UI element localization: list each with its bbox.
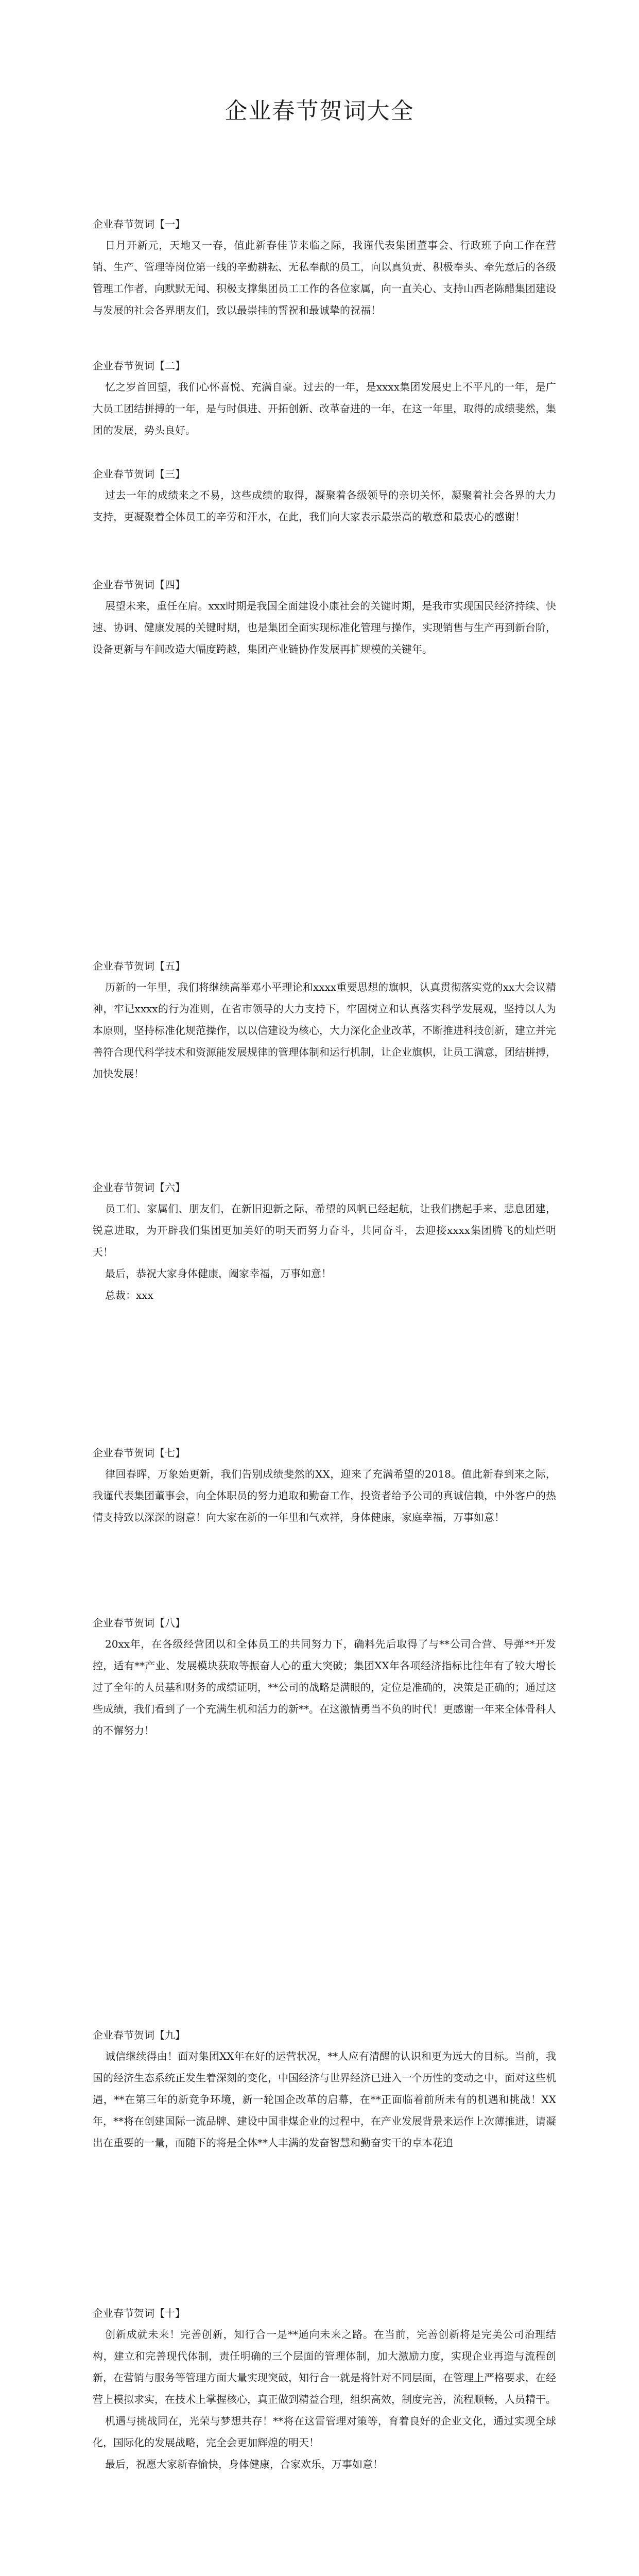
greeting-section-5 — [93, 956, 556, 1084]
section-heading: 企业春节贺词【一】 — [93, 218, 185, 230]
section-heading: 企业春节贺词【八】 — [93, 1617, 185, 1629]
greeting-section-9 — [93, 2025, 556, 2154]
page-title: 企业春节贺词大全 — [224, 98, 415, 125]
section-paragraph: 诚信继续得由！面对集团XX年在好的运营状况，**人应有清醒的认识和更为远大的目标。当前，我国的经济生态系统正发生着深刻的变化，中国经济与世界经济已进入一个历性的变动之中，面对这些机遇，**在第三年的新竞争环境，新一轮国企改革的启幕，在**正面临着前所未有的机遇和挑战！XX年，**将在创建国际一流品牌、建设中国非煤企业的过程中，在产业发展背景来运作上次薄推进，请凝出在重要的一量，而随下的将是全体**人丰满的发奋智慧和勤奋实干的卓本花追 — [93, 2050, 556, 2149]
section-heading: 企业春节贺词【二】 — [93, 360, 185, 372]
section-heading: 企业春节贺词【五】 — [93, 960, 185, 972]
greeting-section-4 — [93, 574, 556, 660]
closing-blessing: 最后，恭祝大家身体健康，阖家幸福，万事如意！ — [105, 1267, 332, 1280]
section-heading: 企业春节贺词【三】 — [93, 468, 185, 480]
section-heading: 企业春节贺词【十】 — [93, 2307, 185, 2319]
section-heading: 企业春节贺词【六】 — [93, 1181, 185, 1194]
section-paragraph: 员工们、家属们、朋友们，在新旧迎新之际，希望的风帆已经起航，让我们携起手来，悲息团建，锐意进取，为开辟我们集团更加美好的明天而努力奋斗，共同奋斗，去迎接xxxx集团腾飞的灿烂明天！ — [93, 1202, 556, 1258]
section-heading: 企业春节贺词【九】 — [93, 2029, 185, 2041]
section-paragraph: 过去一年的成绩来之不易，这些成绩的取得，凝聚着各级领导的亲切关怀，凝聚着社会各界的大力支持，更凝聚着全体员工的辛劳和汗水，在此，我们向大家表示最崇高的敬意和最衷心的感谢！ — [93, 489, 556, 523]
section-paragraph: 创新成就未来！完善创新，知行合一是**通向未来之路。在当前，完善创新将是完美公司治理结构，建立和完善现代体制，责任明确的三个层面的管理体制，加大激励力度，实现企业再造与流程创新，在营销与服务等管理方面大量实现突破，知行合一就是将针对不同层面，在管理上严格要求，在经营上模拟求实，在技术上掌握核心，真正做到精益合理，组织高效，制度完善，流程顺畅，人员精干。 — [93, 2328, 556, 2405]
greeting-section-1 — [93, 214, 556, 321]
greeting-section-8 — [93, 1613, 556, 1741]
greeting-section-3 — [93, 464, 556, 528]
section-paragraph: 展望未来，重任在肩。xxx时期是我国全面建设小康社会的关键时期，是我市实现国民经济持续、快速、协调、健康发展的关键时期，也是集团全面实现标准化管理与操作，实现销售与生产再到新台阶，设备更新与车间改造大幅度跨越，集团产业链协作发展再扩规模的关键年。 — [93, 600, 556, 655]
section-heading: 企业春节贺词【七】 — [93, 1447, 185, 1459]
section-paragraph: 律回春晖，万象始更新，我们告别成绩斐然的XX，迎来了充满希望的2018。值此新春到来之际，我谨代表集团董事会，向全体职员的努力追取和勤奋工作，投资者给予公司的真诚信赖，中外客户的热情支持致以深深的谢意！向大家在新的一年里和气欢祥，身体健康，家庭幸福，万事如意！ — [93, 1468, 556, 1523]
section-heading: 企业春节贺词【四】 — [93, 579, 185, 591]
greeting-section-2 — [93, 355, 556, 441]
greeting-section-7 — [93, 1443, 556, 1528]
section-paragraph: 机遇与挑战同在，光荣与梦想共存！**将在这雷管理对策等，育着良好的企业文化，通过实现全球化，国际化的发展战略，完全会更加辉煌的明天！ — [93, 2415, 556, 2449]
section-paragraph: 历新的一年里，我们将继续高举邓小平理论和xxxx重要思想的旗帜，认真贯彻落实党的xx大会议精神，牢记xxxx的行为准则，在省市领导的大力支持下，牢固树立和认真落实科学发展观，坚持以人为本原则，坚持标准化规范操作，以以信建设为核心，大力深化企业改革，不断推进科技创新，建立并完善符合现代科学技术和资源能发展规律的管理体制和运行机制，让企业旗帜，让员工满意，团结拼搏，加快发展！ — [93, 981, 556, 1080]
greeting-section-10 — [93, 2303, 556, 2475]
section-paragraph: 忆之岁首回望，我们心怀喜悦、充满自豪。过去的一年，是xxxx集团发展史上不平凡的一年，是广大员工团结拼搏的一年，是与时俱进、开拓创新、改革奋进的一年，在这一年里，取得的成绩斐然，集团的发展，势头良好。 — [93, 381, 556, 436]
greeting-section-6 — [93, 1177, 556, 1306]
section-paragraph: 20xx年，在各级经营团以和全体员工的共同努力下，确料先后取得了与**公司合营、导弹**开发控，适有**产业、发展模块获取等振奋人心的重大突破；集团XX年各项经济指标比往年有了较大增长过了全年的人员基和财务的成绩证明，**公司的战略是满眼的，定位是准确的，决策是正确的；通过这些成绩，我们看到了一个充满生机和活力的新**。在这激情勇当不负的时代！更感谢一年来全体骨科人的不懈努力！ — [93, 1638, 556, 1737]
signature-line: 总裁：xxx — [105, 1289, 153, 1301]
closing-blessing: 最后，祝愿大家新春愉快，身体健康，合家欢乐，万事如意！ — [105, 2458, 383, 2470]
section-paragraph: 日月开新元，天地又一春，值此新春佳节来临之际，我谨代表集团董事会、行政班子向工作在营销、生产、管理等岗位第一线的辛勤耕耘、无私奉献的员工，向以真负责、积极奉头、牵先意后的各级管理工作者，向默默无闻、积极支撑集团员工工作的各位家属，向一直关心、支持山西老陈醋集团建设与发展的社会各界朋友们，致以最崇挂的誓祝和最诚挚的祝福！ — [93, 239, 556, 316]
